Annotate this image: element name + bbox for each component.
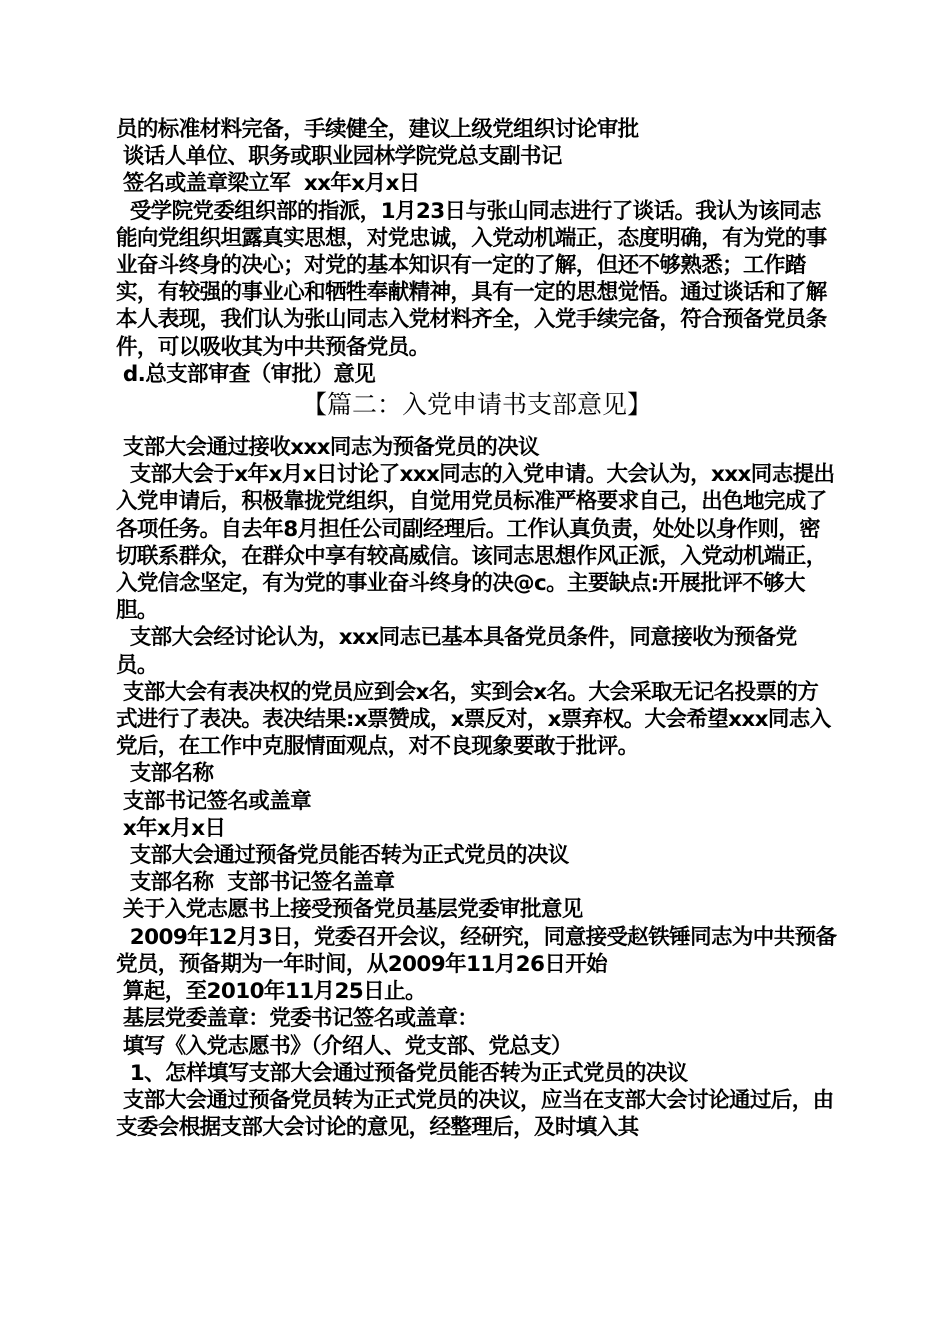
paragraph-party-committee-seal: 基层党委盖章：党委书记签名或盖章： — [116, 1006, 479, 1032]
paragraph-standard-materials: 员的标准材料完备，手续健全，建议上级党组织讨论审批 — [116, 117, 639, 142]
paragraph-how-to-fill: 1、怎样填写支部大会通过预备党员能否转为正式党员的决议 — [116, 1060, 688, 1086]
paragraph-date: x年x月x日 — [116, 815, 226, 841]
paragraph-signature-date: 签名或盖章梁立军 xx年x月x日 — [116, 171, 420, 197]
paragraph-vote-result: 支部大会有表决权的党员应到会x名，实到会x名。大会采取无记名投票的方式进行了表决。表决结果:x票赞成，x票反对，x票弃权。大会希望xxx同志入党后，在工作中克服情面观点，对不良现象要敢于批评。 — [116, 679, 831, 760]
paragraph-secretary-signature: 支部书记签名或盖章 — [116, 788, 311, 814]
paragraph-branch-name: 支部名称 — [116, 761, 214, 787]
paragraph-resolution-body: 支部大会于x年x月x日讨论了xxx同志的入党申请。大会认为，xxx同志提出入党申请后，积极靠拢党组织，自觉用党员标准严格要求自己，出色地完成了各项任务。自去年8月担任公司副经理后。工作认真负责，处处以身作则，密切联系群众，在群众中享有较高威信。该同志思想作风正派，入党动机端正，入党信念坚定，有为党的事业奋斗终身的决@c。主要缺点:开展批评不够大胆。 — [116, 462, 835, 624]
paragraph-approval-period: 算起，至2010年11月25日止。 — [116, 979, 426, 1005]
paragraph-full-member-resolution: 支部大会通过预备党员能否转为正式党员的决议 — [116, 843, 569, 869]
paragraph-resolution-title: 支部大会通过接收xxx同志为预备党员的决议 — [116, 435, 539, 461]
paragraph-fill-application: 填写《入党志愿书》（介绍人、党支部、党总支） — [116, 1033, 572, 1059]
paragraph-resolution-conclusion: 支部大会经讨论认为，xxx同志已基本具备党员条件，同意接收为预备党员。 — [116, 625, 797, 678]
paragraph-interviewer-unit: 谈话人单位、职务或职业园林学院党总支副书记 — [116, 144, 562, 170]
paragraph-branch-name-signature: 支部名称 支部书记签名盖章 — [116, 870, 395, 896]
paragraph-interview-opinion: 受学院党委组织部的指派，1月23日与张山同志进行了谈话。我认为该同志能向党组织坦露真实思想，对党忠诚，入党动机端正，态度明确，有为党的事业奋斗终身的决心；对党的基本知识有一定的了解，但还不够熟悉；工作踏实，有较强的事业心和牺牲奉献精神，具有一定的思想觉悟。通过谈话和了解本人表现，我们认为张山同志入党材料齐全，入党手续完备，符合预备党员条件，可以吸收其为中共预备党员。 — [116, 198, 827, 360]
section-heading: 【篇二：入党申请书支部意见】 — [301, 390, 652, 420]
paragraph-fill-instructions: 支部大会通过预备党员转为正式党员的决议，应当在支部大会讨论通过后，由支委会根据支部大会讨论的意见，经整理后，及时填入其 — [116, 1087, 834, 1141]
paragraph-general-branch-review: d.总支部审查（审批）意见 — [116, 361, 376, 387]
document-body — [116, 116, 838, 1141]
paragraph-approval-title: 关于入党志愿书上接受预备党员基层党委审批意见 — [116, 897, 583, 923]
paragraph-approval-body: 2009年12月3日，党委召开会议，经研究，同意接受赵铁锤同志为中共预备党员，预备期为一年时间，从2009年11月26日开始 — [116, 924, 837, 977]
